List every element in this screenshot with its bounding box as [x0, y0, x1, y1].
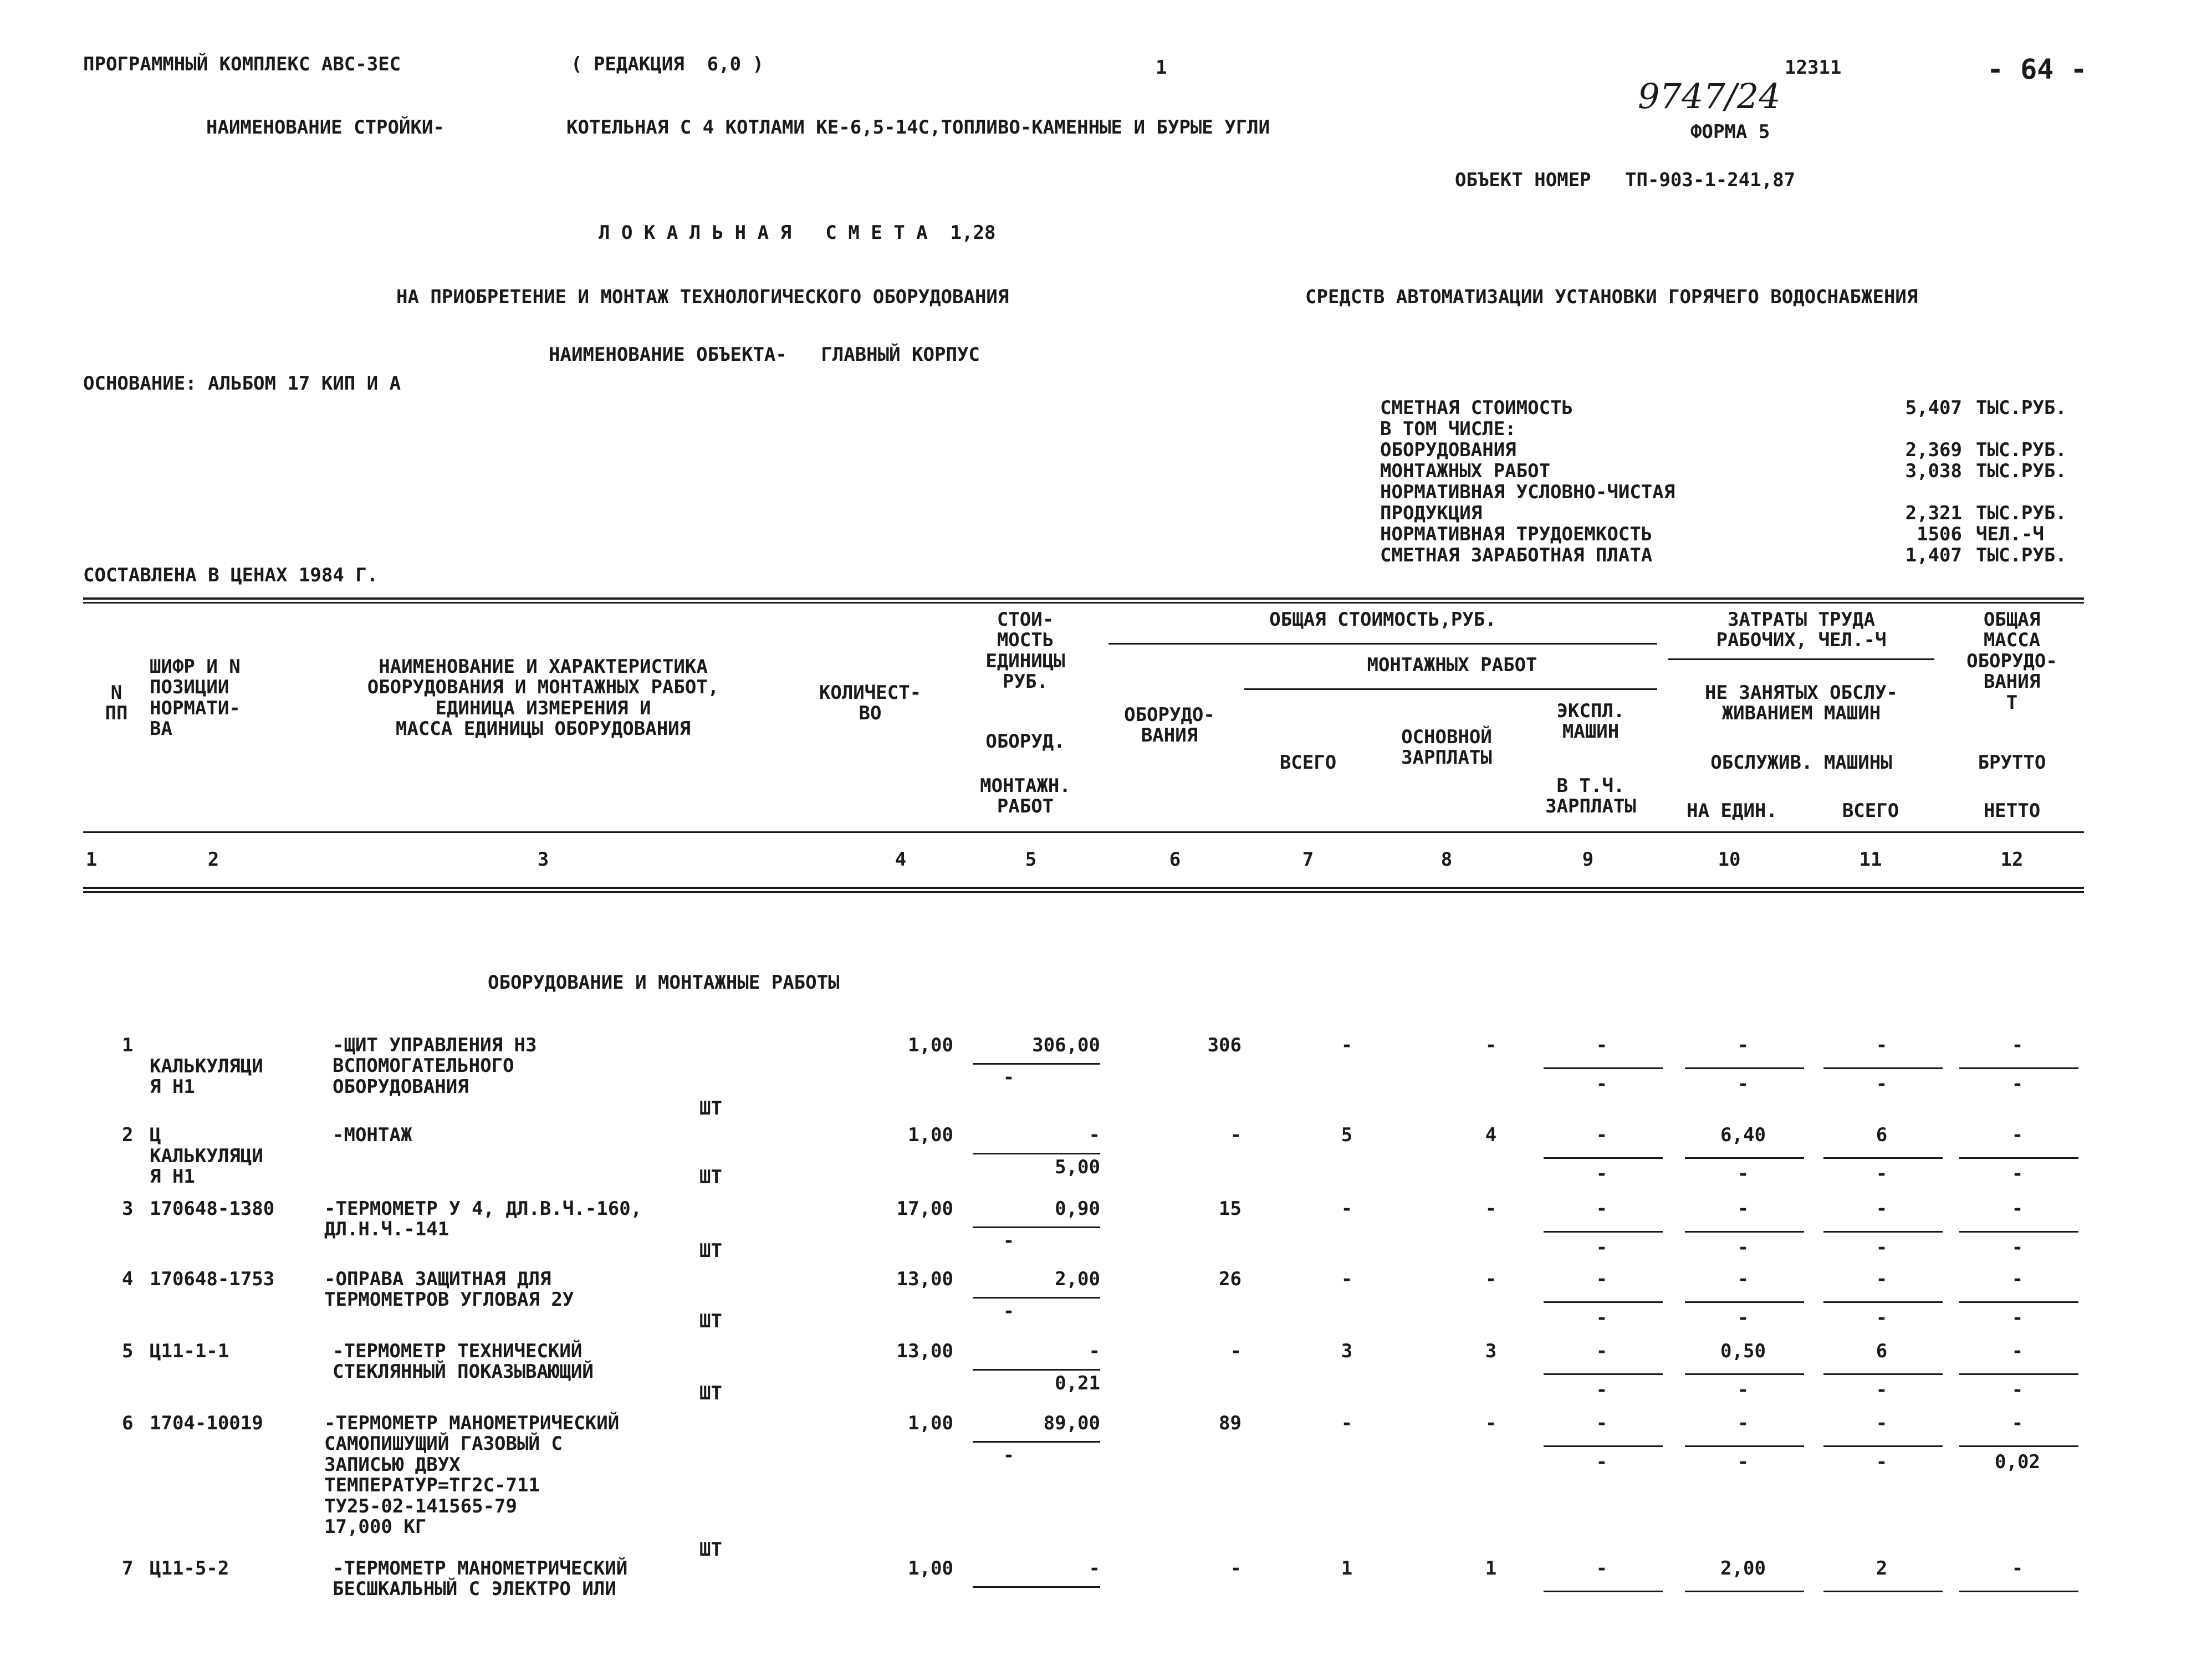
summary-label: НОРМАТИВНАЯ ТРУДОЕМКОСТЬ — [1380, 523, 1653, 545]
row-labor-per-unit-divider — [1685, 1231, 1804, 1233]
row-labor-total-divider — [1823, 1591, 1943, 1592]
summary-unit: ТЫС.РУБ. — [1976, 544, 2067, 566]
row-machines-top: - — [1596, 1557, 1608, 1580]
row-price-divider — [973, 1063, 1100, 1065]
row-unit-price-equipment: 2,00 — [1055, 1268, 1100, 1290]
row-mont-total: 1 — [1341, 1557, 1353, 1580]
row-labor-total-bottom: - — [1876, 1073, 1888, 1095]
row-mont-total: - — [1341, 1412, 1353, 1434]
row-base-salary: 1 — [1485, 1557, 1497, 1580]
row-machines-divider — [1544, 1373, 1663, 1375]
row-unit-price-montage: - — [1003, 1300, 1015, 1322]
row-mass-top: - — [2011, 1412, 2024, 1434]
row-number: 3 — [122, 1198, 134, 1220]
row-equipment-cost: 26 — [1219, 1268, 1242, 1290]
row-labor-total-divider — [1823, 1157, 1943, 1159]
col-head-machines: ЭКСПЛ. МАШИН — [1556, 700, 1625, 743]
handwritten-number: 9747/24 — [1638, 76, 1781, 116]
row-name: -ТЕРМОМЕТР МАНОМЕТРИЧЕСКИЙ САМОПИШУЩИЙ ГАЗОВЫЙ С ЗАПИСЬЮ ДВУХ ТЕМПЕРАТУР=ТГ2С-711 ТУ25-02-141565-79 17,000 КГ — [324, 1412, 620, 1538]
row-labor-total-bottom: - — [1876, 1236, 1888, 1259]
row-machines-divider — [1544, 1591, 1663, 1592]
mont-rule — [1244, 688, 1657, 690]
row-mass-top: - — [2011, 1198, 2024, 1220]
forma-label: ФОРМА 5 — [1690, 121, 1770, 143]
row-code: Ц11-1-1 — [150, 1340, 229, 1362]
row-quantity: 1,00 — [908, 1412, 953, 1434]
row-mass-top: - — [2011, 1124, 2024, 1146]
row-unit-price-montage: 5,00 — [1055, 1156, 1100, 1178]
row-name: -ОПРАВА ЗАЩИТНАЯ ДЛЯ ТЕРМОМЕТРОВ УГЛОВАЯ 2У — [324, 1268, 574, 1311]
row-machines-bottom: - — [1596, 1073, 1608, 1095]
col-head-equipment: ОБОРУДО- ВАНИЯ — [1124, 704, 1215, 747]
row-unit-price-montage: - — [1003, 1444, 1015, 1466]
row-unit-price-equipment: - — [1089, 1557, 1100, 1580]
row-unit-price-montage: - — [1003, 1066, 1015, 1088]
row-name: -МОНТАЖ — [333, 1124, 412, 1146]
row-labor-total-divider — [1823, 1373, 1943, 1375]
labor-rule — [1668, 658, 1934, 660]
summary-unit: ТЫС.РУБ. — [1976, 502, 2067, 524]
summary-value: 3,038 — [1905, 460, 1962, 482]
row-name: -ТЕРМОМЕТР МАНОМЕТРИЧЕСКИЙ БЕСШКАЛЬНЫЙ С ЭЛЕКТРО ИЛИ — [333, 1557, 628, 1601]
row-mass-bottom: - — [2011, 1163, 2024, 1185]
row-mass-bottom: - — [2011, 1073, 2024, 1095]
col-head-unit-mont: МОНТАЖН. РАБОТ — [980, 775, 1071, 818]
row-mont-total: 3 — [1341, 1340, 1353, 1362]
row-labor-total-divider — [1823, 1301, 1943, 1303]
col-head-mont: МОНТАЖНЫХ РАБОТ — [1367, 654, 1537, 676]
row-unit-price-equipment: 0,90 — [1055, 1198, 1100, 1220]
row-price-divider — [973, 1226, 1100, 1228]
col-head-net: НЕТТО — [1983, 800, 2041, 822]
row-labor-per-unit-bottom: - — [1737, 1163, 1749, 1185]
row-mont-total: - — [1341, 1034, 1353, 1056]
row-mass-divider — [1959, 1373, 2078, 1375]
summary-value: 2,321 — [1905, 502, 1962, 524]
row-labor-per-unit-top: 0,50 — [1720, 1340, 1766, 1362]
summary-unit: ТЫС.РУБ. — [1976, 460, 2067, 482]
row-number: 2 — [122, 1124, 134, 1146]
row-machines-top: - — [1596, 1124, 1608, 1146]
row-unit: ШТ — [699, 1382, 722, 1404]
section-title: ОБОРУДОВАНИЕ И МОНТАЖНЫЕ РАБОТЫ — [488, 972, 840, 994]
object-number: ОБЪЕКТ НОМЕР ТП-903-1-241,87 — [1455, 169, 1796, 191]
sheet-number: 1 — [1156, 57, 1167, 79]
row-name: -ТЕРМОМЕТР ТЕХНИЧЕСКИЙ СТЕКЛЯННЫЙ ПОКАЗЫВАЮЩИЙ — [333, 1340, 594, 1383]
summary-label: В ТОМ ЧИСЛЕ: — [1380, 418, 1516, 440]
summary-value: 1,407 — [1905, 544, 1962, 566]
column-number: 3 — [537, 849, 549, 871]
row-labor-total-divider — [1823, 1445, 1943, 1447]
row-mass-divider — [1959, 1445, 2078, 1447]
row-unit: ШТ — [699, 1310, 722, 1332]
column-number: 5 — [1025, 849, 1037, 871]
row-number: 7 — [122, 1557, 134, 1580]
row-mass-top: - — [2011, 1034, 2024, 1056]
row-labor-per-unit-top: - — [1737, 1034, 1749, 1056]
column-number: 4 — [895, 849, 907, 871]
col-number-rule-top — [83, 831, 2084, 833]
col-number-rule-bottom — [83, 887, 2084, 889]
row-machines-bottom: - — [1596, 1451, 1608, 1473]
row-base-salary: - — [1485, 1198, 1497, 1220]
table-top-rule — [83, 597, 2084, 600]
row-machines-top: - — [1596, 1340, 1608, 1362]
row-machines-divider — [1544, 1445, 1663, 1447]
row-labor-per-unit-divider — [1685, 1301, 1804, 1303]
row-mont-total: 5 — [1341, 1124, 1353, 1146]
prices-year: СОСТАВЛЕНА В ЦЕНАХ 1984 Г. — [83, 564, 379, 586]
row-mass-divider — [1959, 1301, 2078, 1303]
row-price-divider — [973, 1586, 1100, 1588]
col-head-name: НАИМЕНОВАНИЕ И ХАРАКТЕРИСТИКА ОБОРУДОВАНИЯ И МОНТАЖНЫХ РАБОТ, ЕДИНИЦА ИЗМЕРЕНИЯ И МАССА ЕДИНИЦЫ ОБОРУДОВАНИЯ — [367, 656, 719, 740]
row-base-salary: - — [1485, 1034, 1497, 1056]
row-code: 170648-1753 — [150, 1268, 275, 1290]
row-code-calc: КАЛЬКУЛЯЦИ Я Н1 — [150, 1055, 263, 1098]
doc-title: Л О К А Л Ь Н А Я С М Е Т А 1,28 — [599, 222, 996, 244]
col-head-labor: ЗАТРАТЫ ТРУДА РАБОЧИХ, ЧЕЛ.-Ч — [1716, 609, 1887, 652]
row-unit: ШТ — [699, 1166, 722, 1188]
row-labor-per-unit-top: - — [1737, 1198, 1749, 1220]
row-machines-bottom: - — [1596, 1163, 1608, 1185]
column-number: 12 — [2000, 849, 2024, 871]
row-unit-price-montage: - — [1003, 1230, 1015, 1252]
column-number: 1 — [85, 849, 98, 871]
column-number: 6 — [1169, 849, 1181, 871]
col-head-total-cost: ОБЩАЯ СТОИМОСТЬ,РУБ. — [1269, 609, 1496, 631]
row-machines-top: - — [1596, 1268, 1608, 1290]
row-price-divider — [973, 1153, 1100, 1154]
row-mass-bottom: - — [2011, 1379, 2024, 1401]
row-mass-bottom: 0,02 — [1995, 1451, 2040, 1473]
row-mass-bottom: - — [2011, 1307, 2024, 1329]
col-head-base-salary: ОСНОВНОЙ ЗАРПЛАТЫ — [1401, 726, 1492, 769]
col-head-total: ВСЕГО — [1279, 752, 1337, 774]
row-price-divider — [973, 1441, 1100, 1443]
row-labor-per-unit-top: - — [1737, 1412, 1749, 1434]
page-number: - 64 - — [1987, 53, 2087, 85]
row-labor-total-bottom: - — [1876, 1379, 1888, 1401]
row-code: Ц — [150, 1124, 161, 1146]
purpose-line-1: НА ПРИОБРЕТЕНИЕ И МОНТАЖ ТЕХНОЛОГИЧЕСКОГО ОБОРУДОВАНИЯ — [396, 286, 1009, 308]
row-mass-top: - — [2011, 1340, 2024, 1362]
row-labor-total-bottom: - — [1876, 1307, 1888, 1329]
row-labor-per-unit-bottom: - — [1737, 1073, 1749, 1095]
col-number-rule-bottom-2 — [83, 891, 2084, 893]
summary-label: СМЕТНАЯ ЗАРАБОТНАЯ ПЛАТА — [1380, 544, 1653, 566]
row-labor-total-top: - — [1876, 1412, 1888, 1434]
summary-unit: ЧЕЛ.-Ч — [1976, 523, 2044, 545]
column-number: 9 — [1582, 849, 1594, 871]
stroika-label: НАИМЕНОВАНИЕ СТРОЙКИ- — [206, 116, 445, 139]
row-labor-per-unit-divider — [1685, 1373, 1804, 1375]
row-code: 1704-10019 — [150, 1412, 263, 1434]
row-number: 1 — [122, 1034, 134, 1056]
row-labor-total-top: - — [1876, 1268, 1888, 1290]
row-labor-total-top: 6 — [1876, 1340, 1888, 1362]
row-unit-price-equipment: 306,00 — [1032, 1034, 1100, 1056]
row-labor-total-top: 2 — [1876, 1557, 1888, 1580]
row-base-salary: - — [1485, 1268, 1497, 1290]
row-equipment-cost: 89 — [1219, 1412, 1242, 1434]
row-labor-per-unit-divider — [1685, 1445, 1804, 1447]
row-machines-divider — [1544, 1301, 1663, 1303]
purpose-line-2: СРЕДСТВ АВТОМАТИЗАЦИИ УСТАНОВКИ ГОРЯЧЕГО ВОДОСНАБЖЕНИЯ — [1305, 286, 1918, 308]
row-code: 170648-1380 — [150, 1198, 275, 1220]
row-equipment-cost: - — [1230, 1340, 1242, 1362]
col-head-unit-cost: СТОИ- МОСТЬ ЕДИНИЦЫ РУБ. — [985, 609, 1065, 693]
row-labor-per-unit-bottom: - — [1737, 1451, 1749, 1473]
row-labor-total-divider — [1823, 1067, 1943, 1069]
column-number: 11 — [1859, 849, 1882, 871]
row-unit-price-equipment: - — [1089, 1124, 1100, 1146]
row-labor-per-unit-divider — [1685, 1067, 1804, 1069]
row-unit: ШТ — [699, 1539, 722, 1561]
row-number: 6 — [122, 1412, 134, 1434]
row-mont-total: - — [1341, 1198, 1353, 1220]
row-equipment-cost: 306 — [1207, 1034, 1242, 1056]
row-machines-divider — [1544, 1231, 1663, 1233]
row-quantity: 1,00 — [908, 1034, 953, 1056]
row-mass-top: - — [2011, 1268, 2024, 1290]
row-name: -ЩИТ УПРАВЛЕНИЯ НЗ ВСПОМОГАТЕЛЬНОГО ОБОРУДОВАНИЯ — [333, 1034, 537, 1098]
program-name: ПРОГРАММНЫЙ КОМПЛЕКС АВС-3ЕС — [83, 53, 401, 75]
summary-value: 1506 — [1917, 523, 1962, 545]
row-machines-bottom: - — [1596, 1307, 1608, 1329]
col-head-labor-2: НЕ ЗАНЯТЫХ ОБСЛУ- ЖИВАНИЕМ МАШИН — [1705, 682, 1898, 725]
edition: ( РЕДАКЦИЯ 6,0 ) — [571, 53, 764, 75]
basis: ОСНОВАНИЕ: АЛЬБОМ 17 КИП И А — [83, 372, 401, 395]
row-machines-divider — [1544, 1067, 1663, 1069]
row-labor-per-unit-bottom: - — [1737, 1236, 1749, 1259]
row-machines-divider — [1544, 1157, 1663, 1159]
row-machines-top: - — [1596, 1034, 1608, 1056]
col-head-gross: БРУТТО — [1978, 752, 2046, 774]
row-unit-price-equipment: 89,00 — [1043, 1412, 1100, 1434]
row-machines-top: - — [1596, 1412, 1608, 1434]
row-quantity: 17,00 — [896, 1198, 953, 1220]
code-number: 12311 — [1785, 57, 1842, 79]
row-machines-bottom: - — [1596, 1236, 1608, 1259]
row-labor-total-divider — [1823, 1231, 1943, 1233]
col-head-per-unit: НА ЕДИН. — [1687, 800, 1777, 822]
row-number: 5 — [122, 1340, 134, 1362]
col-head-unit-eq: ОБОРУД. — [985, 730, 1065, 753]
summary-label: СМЕТНАЯ СТОИМОСТЬ — [1380, 397, 1573, 419]
row-labor-per-unit-divider — [1685, 1157, 1804, 1159]
column-number: 8 — [1440, 849, 1453, 871]
row-unit: ШТ — [699, 1097, 722, 1120]
row-labor-total-top: - — [1876, 1198, 1888, 1220]
row-mass-top: - — [2011, 1557, 2024, 1580]
total-cost-rule — [1108, 643, 1657, 645]
column-number: 2 — [207, 849, 219, 871]
row-unit-price-montage: 0,21 — [1055, 1372, 1100, 1394]
object-name: НАИМЕНОВАНИЕ ОБЪЕКТА- ГЛАВНЫЙ КОРПУС — [549, 344, 980, 366]
row-price-divider — [973, 1297, 1100, 1299]
row-labor-per-unit-bottom: - — [1737, 1379, 1749, 1401]
summary-label: ОБОРУДОВАНИЯ — [1380, 439, 1516, 461]
summary-label: ПРОДУКЦИЯ — [1380, 502, 1483, 524]
row-equipment-cost: - — [1230, 1124, 1242, 1146]
row-labor-per-unit-top: 6,40 — [1720, 1124, 1766, 1146]
row-labor-total-bottom: - — [1876, 1163, 1888, 1185]
row-labor-per-unit-bottom: - — [1737, 1307, 1749, 1329]
row-name: -ТЕРМОМЕТР У 4, ДЛ.В.Ч.-160, ДЛ.Н.Ч.-141 — [324, 1198, 642, 1241]
row-labor-per-unit-top: - — [1737, 1268, 1749, 1290]
col-head-labor-3: ОБСЛУЖИВ. МАШИНЫ — [1710, 752, 1892, 774]
col-head-labor-total: ВСЕГО — [1842, 800, 1899, 822]
row-machines-bottom: - — [1596, 1379, 1608, 1401]
row-mont-total: - — [1341, 1268, 1353, 1290]
column-number: 7 — [1302, 849, 1314, 871]
summary-value: 2,369 — [1905, 439, 1962, 461]
row-mass-bottom: - — [2011, 1236, 2024, 1259]
summary-unit: ТЫС.РУБ. — [1976, 439, 2067, 461]
column-number: 10 — [1718, 849, 1741, 871]
row-labor-per-unit-divider — [1685, 1591, 1804, 1592]
row-labor-total-top: - — [1876, 1034, 1888, 1056]
row-quantity: 13,00 — [896, 1340, 953, 1362]
col-head-n: N ПП — [105, 682, 128, 725]
row-equipment-cost: 15 — [1219, 1198, 1242, 1220]
row-number: 4 — [122, 1268, 134, 1290]
row-base-salary: 3 — [1485, 1340, 1497, 1362]
row-equipment-cost: - — [1230, 1557, 1242, 1580]
row-mass-divider — [1959, 1067, 2078, 1069]
summary-value: 5,407 — [1905, 397, 1962, 419]
col-head-mass: ОБЩАЯ МАССА ОБОРУДО- ВАНИЯ Т — [1966, 609, 2057, 714]
row-machines-top: - — [1596, 1198, 1608, 1220]
row-quantity: 13,00 — [896, 1268, 953, 1290]
col-head-machines-salary: В Т.Ч. ЗАРПЛАТЫ — [1545, 775, 1636, 818]
row-price-divider — [973, 1369, 1100, 1371]
row-mass-divider — [1959, 1591, 2078, 1592]
row-unit-price-equipment: - — [1089, 1340, 1100, 1362]
row-base-salary: 4 — [1485, 1124, 1497, 1146]
row-unit: ШТ — [699, 1240, 722, 1262]
table-top-rule-2 — [83, 602, 2084, 604]
row-mass-divider — [1959, 1157, 2078, 1159]
col-head-qty: КОЛИЧЕСТ- ВО — [819, 682, 922, 725]
row-code-calc: КАЛЬКУЛЯЦИ Я Н1 — [150, 1145, 263, 1188]
row-quantity: 1,00 — [908, 1124, 953, 1146]
row-base-salary: - — [1485, 1412, 1497, 1434]
summary-unit: ТЫС.РУБ. — [1976, 397, 2067, 419]
row-labor-total-bottom: - — [1876, 1451, 1888, 1473]
summary-label: НОРМАТИВНАЯ УСЛОВНО-ЧИСТАЯ — [1380, 481, 1675, 503]
stroika-name: КОТЕЛЬНАЯ С 4 КОТЛАМИ КЕ-6,5-14С,ТОПЛИВО-КАМЕННЫЕ И БУРЫЕ УГЛИ — [566, 116, 1270, 139]
row-quantity: 1,00 — [908, 1557, 953, 1580]
col-head-code: ШИФР И N ПОЗИЦИИ НОРМАТИ- ВА — [150, 656, 241, 740]
summary-label: МОНТАЖНЫХ РАБОТ — [1380, 460, 1551, 482]
row-mass-divider — [1959, 1231, 2078, 1233]
row-labor-total-top: 6 — [1876, 1124, 1888, 1146]
row-code: Ц11-5-2 — [150, 1557, 229, 1580]
row-labor-per-unit-top: 2,00 — [1720, 1557, 1766, 1580]
